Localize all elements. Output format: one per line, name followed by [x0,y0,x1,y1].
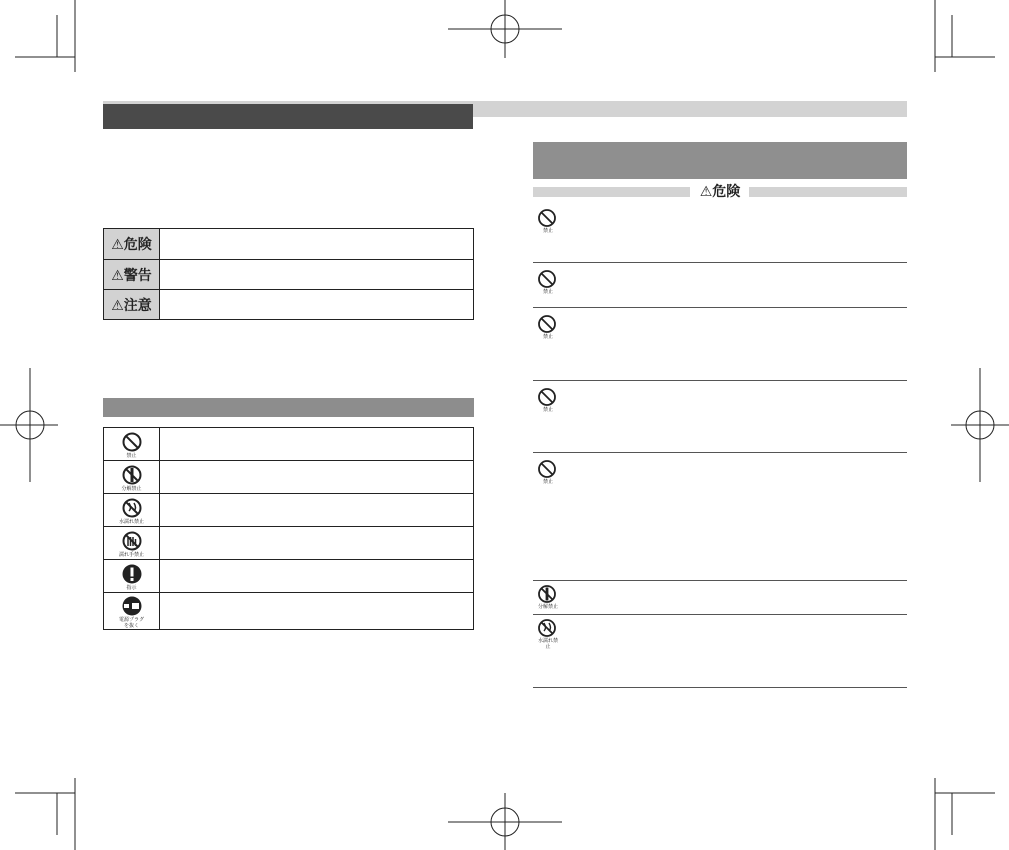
no-disassembly-icon [121,464,143,486]
warning-levels-table [103,228,474,320]
row-caption: 禁止 [542,289,553,295]
registration-mark-left [0,368,58,482]
row-caption: 水濡れ禁止 [537,638,558,650]
symbol-caption: 水濡れ禁止 [118,518,144,525]
danger-row [533,308,907,381]
symbol-caption: 禁止 [126,452,137,459]
instruction-icon [121,563,143,585]
symbols-table [103,427,474,630]
right-title-bar [533,142,907,179]
row-caption: 禁止 [542,479,553,485]
level-caution: ⚠注意 [104,290,160,320]
danger-divider-right [749,187,907,197]
danger-row [533,381,907,453]
prohibition-icon [537,269,557,289]
symbol-caption: 濡れ手禁止 [118,551,144,558]
no-water-icon [537,618,557,638]
unplug-icon [121,595,143,617]
row-caption: 禁止 [542,334,553,340]
no-wet-hands-icon [121,530,143,552]
danger-row [533,581,907,615]
level-danger: ⚠危険 [104,229,160,260]
danger-divider-left [533,187,690,197]
prohibition-icon [537,459,557,479]
danger-row [533,453,907,581]
symbol-caption: 指示 [126,584,137,591]
row-caption: 分解禁止 [537,604,558,610]
section-title-bar [103,104,473,129]
prohibition-icon [537,208,557,228]
symbol-caption: 分解禁止 [121,485,142,492]
row-caption: 禁止 [542,228,553,234]
no-disassembly-icon [537,584,557,604]
danger-row [533,263,907,308]
danger-row [533,202,907,263]
registration-mark-bottom [448,793,562,850]
no-water-icon [121,497,143,519]
danger-heading: ⚠危険 [699,184,741,200]
prohibition-icon [121,431,143,453]
registration-mark-top [448,0,562,58]
symbol-caption: 電源プラグ を抜く [118,616,144,629]
prohibition-icon [537,387,557,407]
danger-row [533,615,907,688]
prohibition-icon [537,314,557,334]
level-warning: ⚠警告 [104,260,160,290]
symbols-section-bar [103,398,474,417]
registration-mark-right [951,368,1009,482]
row-caption: 禁止 [542,407,553,413]
